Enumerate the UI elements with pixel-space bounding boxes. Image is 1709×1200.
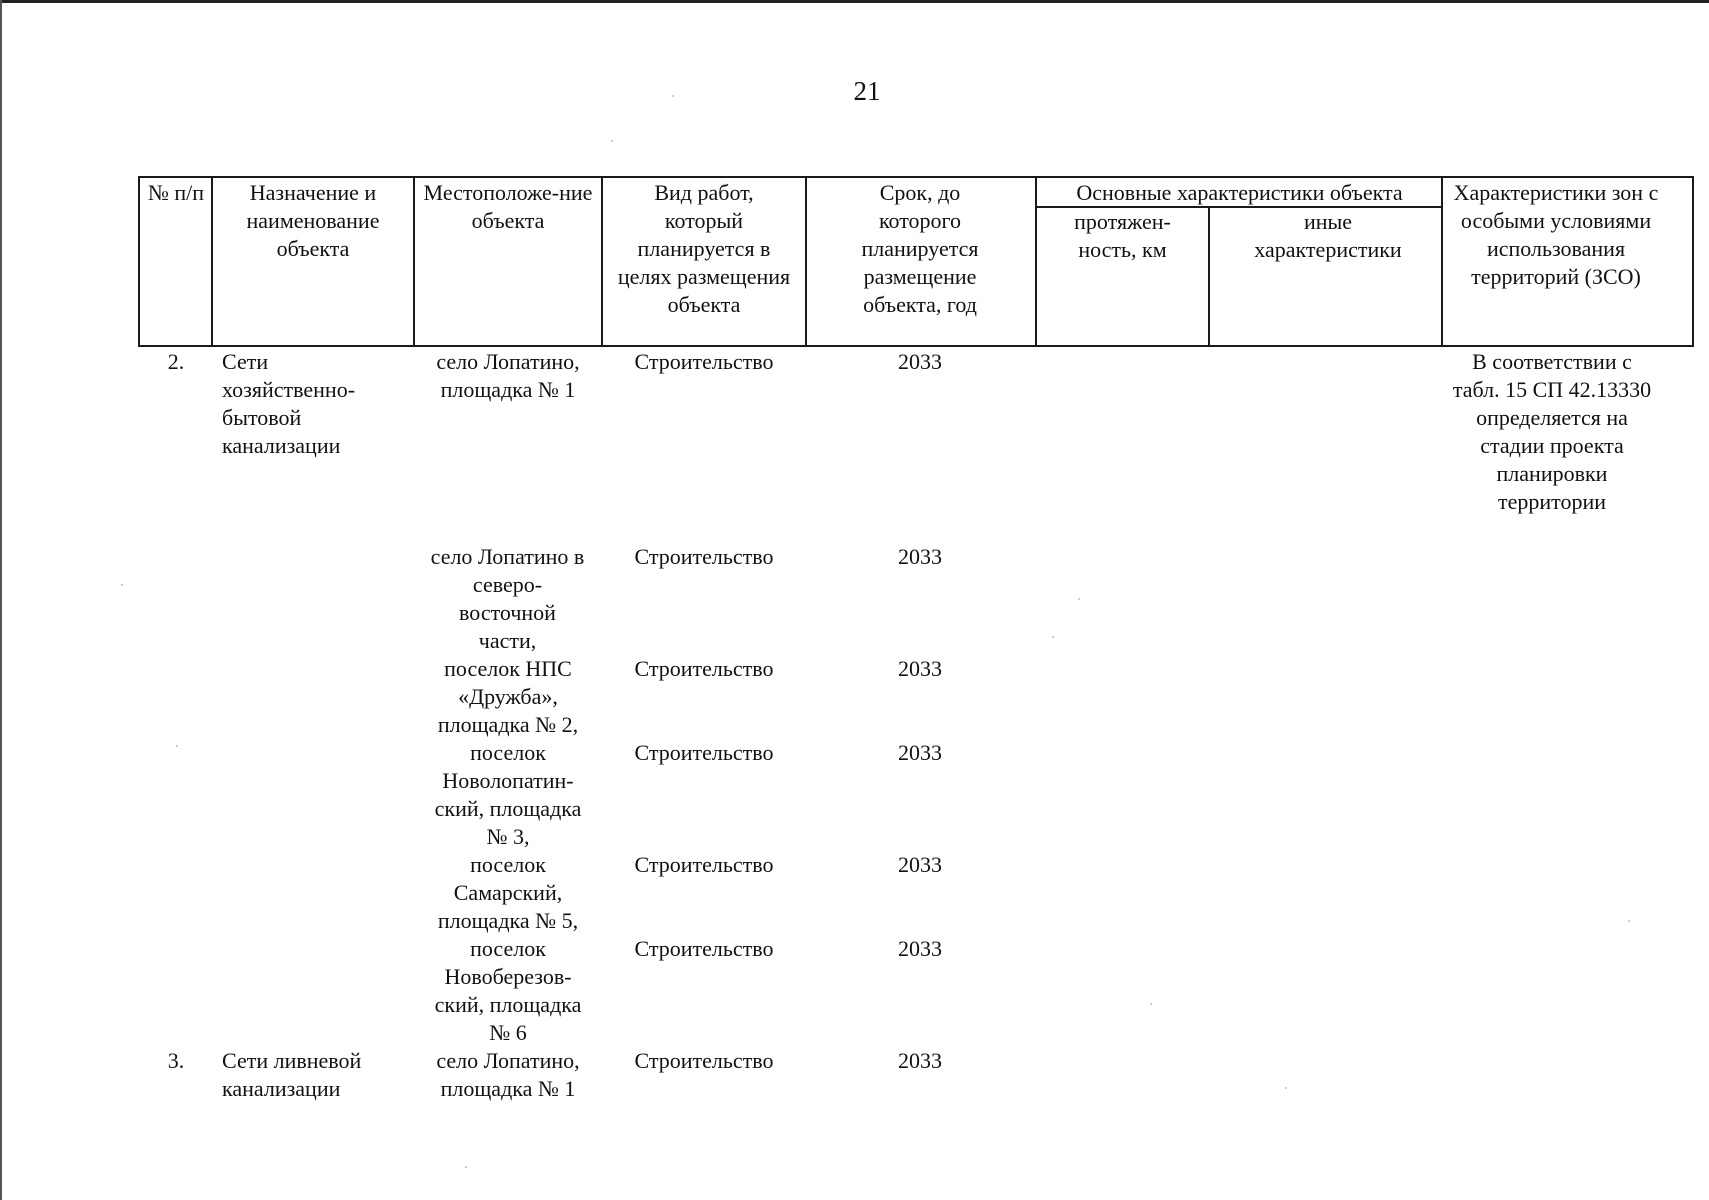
deadline-year-cell: 2033	[898, 740, 942, 765]
table-border-top	[138, 176, 1694, 178]
location-cell: поселок Новоберезов-ский, площадка № 6	[434, 936, 582, 1045]
header-num: № п/п	[147, 180, 205, 205]
header-main-characteristics: Основные характеристики объекта	[1076, 180, 1403, 205]
row-number: 3.	[167, 1048, 185, 1073]
scan-speck	[1052, 636, 1054, 638]
page-number: 21	[853, 76, 881, 106]
header-name: Назначение и наименование объекта	[246, 180, 380, 261]
location-cell: село Лопатино, площадка № 1	[436, 1048, 580, 1101]
table-border-left	[138, 176, 140, 346]
col-divider-1	[211, 176, 213, 346]
work-type-cell: Строительство	[634, 936, 774, 961]
scan-speck	[1078, 598, 1080, 600]
deadline-year-cell: 2033	[898, 656, 942, 681]
scan-speck	[672, 95, 674, 97]
scan-edge-top	[0, 0, 1709, 3]
location-cell: село Лопатино в северо-восточной части,	[430, 544, 585, 653]
deadline-year-cell: 2033	[898, 1048, 942, 1073]
scan-speck	[1285, 1087, 1287, 1089]
object-name: Сети ливневой канализации	[222, 1048, 362, 1101]
col-divider-2	[413, 176, 415, 346]
row-number: 2.	[167, 349, 185, 374]
scan-speck	[121, 584, 123, 586]
object-name: Сети хозяйственно-бытовой канализации	[222, 349, 356, 458]
scan-speck	[465, 1166, 467, 1168]
scan-speck	[1628, 920, 1630, 922]
deadline-year-cell: 2033	[898, 349, 942, 374]
col-divider-4	[805, 176, 807, 346]
work-type-cell: Строительство	[634, 1048, 774, 1073]
header-zones: Характеристики зон с особыми условиями использования территорий (ЗСО)	[1453, 180, 1659, 289]
col-divider-6	[1208, 206, 1210, 346]
location-cell: поселок НПС «Дружба», площадка № 2,	[437, 656, 579, 737]
zone-characteristics: В соответствии с табл. 15 СП 42.13330 определяется на стадии проекта планировки территории	[1452, 349, 1652, 514]
header-work: Вид работ, который планируется в целях размещения объекта	[617, 180, 791, 317]
deadline-year-cell: 2033	[898, 544, 942, 569]
header-deadline: Срок, до которого планируется размещение объекта, год	[861, 180, 979, 317]
table-border-right	[1692, 176, 1694, 346]
deadline-year-cell: 2033	[898, 936, 942, 961]
work-type-cell: Строительство	[634, 740, 774, 765]
work-type-cell: Строительство	[634, 656, 774, 681]
location-cell: село Лопатино, площадка № 1	[436, 349, 580, 402]
scan-speck	[611, 140, 613, 142]
location-cell: поселок Самарский, площадка № 5,	[437, 852, 579, 933]
work-type-cell: Строительство	[634, 349, 774, 374]
location-cell: поселок Новолопатин-ский, площадка № 3,	[434, 740, 582, 849]
deadline-year-cell: 2033	[898, 852, 942, 877]
scan-speck	[1150, 1003, 1152, 1005]
header-location: Местоположе-ние объекта	[423, 180, 593, 233]
work-type-cell: Строительство	[634, 852, 774, 877]
scan-speck	[176, 745, 178, 747]
header-other: иные характеристики	[1254, 209, 1402, 262]
col-divider-3	[601, 176, 603, 346]
work-type-cell: Строительство	[634, 544, 774, 569]
header-length: протяжен-ность, км	[1074, 209, 1171, 262]
header-bottom-line	[138, 345, 1694, 347]
scan-edge-left	[0, 0, 2, 1200]
